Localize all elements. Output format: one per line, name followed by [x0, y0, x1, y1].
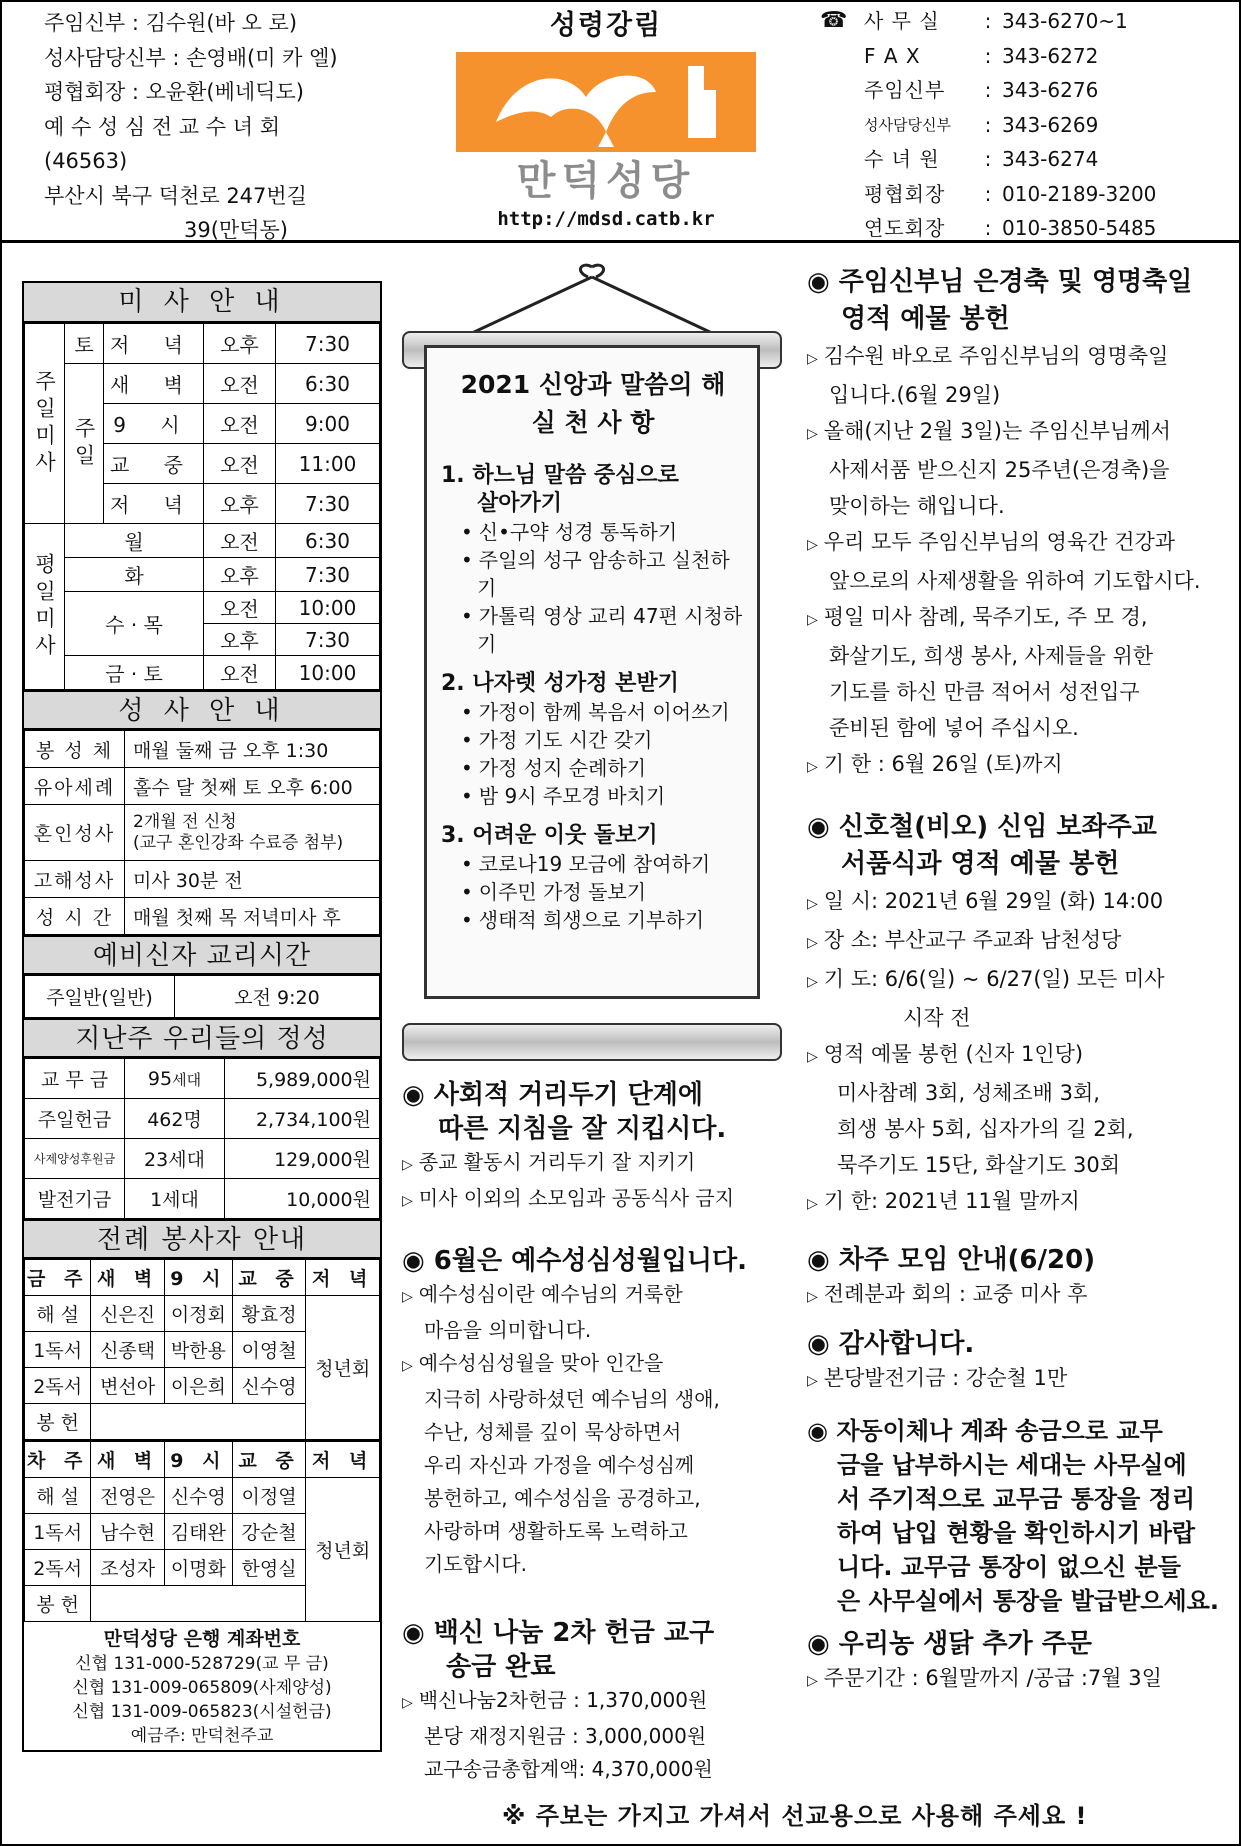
sisters-line: 예 수 성 심 전 교 수 녀 회 [44, 114, 280, 139]
parish-info [44, 6, 414, 248]
weekday-mass-label: 평일미사 [25, 524, 65, 690]
list-item: • 신•구약 성경 통독하기 [441, 518, 745, 546]
logo-text: 만덕성당 [516, 158, 696, 202]
tithe-notice: ◉ 자동이체나 계좌 송금으로 교무 금을 납부하시는 세대는 사무실에 서 주기적으로 교무금 통장을 정리 하여 납입 현황을 확인하시기 바랍 니다. 교무금 통장이 없으신 분들 은 사무실에서 통장을 발급받으세요. [807, 1417, 1219, 1615]
phone-icon: ☎ [820, 8, 848, 33]
practice-heading: 2. 나자렛 성가정 본받기 [441, 671, 679, 696]
distancing-notice: ◉ 사회적 거리두기 단계에 따른 지침을 잘 지킵시다. ▷ 종교 활동시 거리두기 잘 지키기 ▷ 미사 이외의 소모임과 공동식사 금지 [402, 1080, 735, 1210]
footer-note: ※ 주보는 가지고 가셔서 선교용으로 사용해 주세요 ! [502, 1802, 1088, 1830]
list-item: • 생태적 희생으로 기부하기 [441, 906, 745, 934]
bishop-ordination-notice: ◉ 신호철(비오) 신임 보좌주교 서품식과 영적 예물 봉헌 ▷ 일 시: 2021년 6월 29일 (화) 14:00 ▷ 장 소: 부산교구 주교좌 남천성당 ▷ 기 도: 6/6(일) ~ 6/27(일) 모든 미사 시작 전 ▷ 영적 예물 봉헌 (신자 1인당) 미사참례 3회, 성체조배 3회, 희생 봉사 5회, 십자가의 길 2회, 묵주기도 15단, 화살기도 30회 ▷ 기 한: 2021년 11월 말까지 [807, 812, 1165, 1213]
mass-schedule-title: 미 사 안 내 [24, 283, 380, 323]
pastor-line: 주임신부 : 김수원(바 오 로) [44, 11, 298, 35]
practice-list [441, 698, 745, 810]
servers-title: 전례 봉사자 안내 [24, 1219, 380, 1259]
sacrament-table: 봉 성 체 매월 둘째 금 오후 1:30 유아세례 홀수 달 첫째 토 오후 6:00 혼인성사 2개월 전 신청 (교구 혼인강좌 수료증 첨부) 고해성사 미사 30분 전 성 시 간 매월 첫째 목 저녁미사 후 [24, 730, 380, 935]
list-item: • 가정 성지 순례하기 [441, 754, 745, 782]
mass-schedule-table: 주일미사 토 저 녁 오후 7:30 주일 새 벽 오전 6:30 9 시 오전 9:00 교 중 오전 11:00 저 녁 오후 7:30 평일미사 월 오전 6:30 화 오후 7:30 수 · 목 오전 10:00 오후 7:30 금 · 토 오전 10:00 [24, 323, 380, 690]
scroll-paper: 2021 신앙과 말씀의 해 실 천 사 항 1. 하느님 말씀 중심으로 살아가기 • 신•구약 성경 통독하기 • 주일의 성구 암송하고 실천하기 • 가톨릭 영상 교리 47편 시청하기 2. 나자렛 성가정 본받기 • 가정이 함께 복음서 이어쓰기 • 가정 기도 시간 갖기 • 가정 성지 순례하기 • 밤 9시 주모경 바치기 3. 어려운 이웃 돌보기 • 코로나19 모금에 참여하기 • 이주민 가정 돌보기 • 생태적 희생으로 기부하기 [424, 345, 760, 999]
contact-row: 연도회장 : 010-3850-5485 [864, 216, 1157, 240]
postal-code: (46563) [44, 149, 128, 173]
bank-line: 신협 131-009-065823(시설헌금) [72, 1701, 332, 1722]
practice-heading: 3. 어려운 이웃 돌보기 [441, 823, 658, 848]
contact-row: ☎ 사 무 실 : 343-6270~1 [820, 4, 1240, 39]
website-url[interactable]: http://mdsd.catb.kr [497, 208, 715, 230]
contact-row: 성사담당신부 : 343-6269 [864, 112, 1099, 137]
triangle-bullet-icon: ▷ [402, 1358, 413, 1374]
bullet-circle-icon: ◉ [402, 1080, 425, 1110]
bullet-circle-icon: ◉ [807, 1629, 830, 1659]
offering-table: 교 무 금 95세대 5,989,000원 주일헌금 462명 2,734,100원 사제양성후원금 23세대 129,000원 발전기금 1세대 10,000원 [24, 1058, 380, 1219]
account-holder: 예금주: 만덕천주교 [130, 1725, 274, 1746]
scroll-title: 2021 신앙과 말씀의 해 [460, 370, 726, 399]
council-president-line: 평협회장 : 오윤환(베네딕도) [44, 80, 304, 104]
contact-row: 수 녀 원 : 343-6274 [864, 147, 1099, 171]
bullet-circle-icon: ◉ [807, 267, 830, 297]
sacrament-title: 성 사 안 내 [24, 690, 380, 730]
contact-row: 평협회장 : 010-2189-3200 [864, 181, 1157, 206]
practice-list [441, 850, 745, 934]
scroll-bottom-rod [402, 1023, 782, 1061]
thanks-notice: ◉ 감사합니다. ▷ 본당발전기금 : 강순철 1만 [807, 1329, 1068, 1390]
bullet-circle-icon: ◉ [402, 1246, 425, 1276]
sunday-mass-label: 주일미사 [25, 324, 65, 524]
vaccine-offering-notice: ◉ 백신 나눔 2차 헌금 교구 송금 완료 ▷ 백신나눔2차헌금 : 1,370,000원 본당 재정지원금 : 3,000,000원 교구송금총합계액: 4,370,000원 [402, 1618, 715, 1781]
list-item: • 코로나19 모금에 참여하기 [441, 850, 745, 878]
bullet-circle-icon: ◉ [807, 1245, 830, 1275]
servers-this-week-table: 금 주 새 벽 9 시 교 중 저 녁 해 설 신은진 이정회 황효정 청년회 1독서 신종택 박한용 이영철 2독서 변선아 이은희 신수영 봉 헌 [24, 1259, 380, 1440]
chicken-order-notice: ◉ 우리농 생닭 추가 주문 ▷ 주문기간 : 6월말까지 /공급 :7월 3일 [807, 1629, 1162, 1690]
scroll-banner [402, 261, 782, 1061]
list-item: • 이주민 가정 돌보기 [441, 878, 745, 906]
announcements [807, 264, 1227, 1696]
confessor-line: 성사담당신부 : 손영배(미 카 엘) [44, 45, 338, 70]
bullet-circle-icon: ◉ [807, 1329, 830, 1359]
scroll-subtitle: 실 천 사 항 [531, 408, 655, 437]
jubilee-notice: ◉ 주임신부님 은경축 및 영명축일 영적 예물 봉헌 ▷ 김수원 바오로 주임신부님의 영명축일 입니다.(6월 29일) ▷ 올해(지난 2월 3일)는 주임신부님께서 사제서품 받으신지 25주년(은경축)을 맞이하는 해입니다. ▷ 우리 모두 주임신부님의 영육간 건강과 앞으로의 사제생활을 위하여 기도합시다. ▷ 평일 미사 참례, 묵주기도, 주 모 경, 화살기도, 희생 봉사, 사제들을 위한 기도를 하신 만큼 적어서 성전입구 준비된 함에 넣어 주십시오. ▷ 기 한 : 6월 26일 (토)까지 [807, 267, 1201, 776]
info-tables [22, 281, 382, 1752]
bank-accounts [24, 1622, 380, 1750]
bank-title: 만덕성당 은행 계좌번호 [103, 1627, 301, 1650]
list-item: • 가정 기도 시간 갖기 [441, 726, 745, 754]
catechumen-table: 주일반(일반) 오전 9:20 [24, 975, 380, 1018]
scroll-hanger-icon [402, 261, 782, 341]
liturgical-title: 성령강림 [549, 10, 663, 41]
list-item: • 주일의 성구 암송하고 실천하기 [441, 546, 745, 602]
address-line-1: 부산시 북구 덕천로 247번길 [44, 183, 307, 208]
practice-heading: 1. 하느님 말씀 중심으로 [441, 463, 679, 488]
bank-line: 신협 131-009-065809(사제양성) [72, 1677, 332, 1698]
list-item: • 가정이 함께 복음서 이어쓰기 [441, 698, 745, 726]
next-week-meeting-notice: ◉ 차주 모임 안내(6/20) ▷ 전례분과 회의 : 교중 미사 후 [807, 1245, 1096, 1306]
parish-logo [456, 52, 756, 202]
list-item: • 밤 9시 주모경 바치기 [441, 782, 745, 810]
contact-row: F A X : 343-6272 [864, 43, 1099, 68]
list-item: • 가톨릭 영상 교리 47편 시청하기 [441, 602, 745, 658]
contact-list [820, 4, 1240, 246]
contact-row: 주임신부 : 343-6276 [864, 78, 1099, 102]
practice-list [441, 518, 745, 658]
bullet-circle-icon: ◉ [402, 1618, 425, 1648]
triangle-bullet-icon: ▷ [402, 1695, 413, 1711]
offering-title: 지난주 우리들의 정성 [24, 1018, 380, 1058]
address-line-2: 39(만덕동) [184, 218, 288, 242]
bulletin-header [2, 2, 1239, 243]
bullet-circle-icon: ◉ [807, 1417, 828, 1445]
masthead [448, 6, 764, 230]
servers-next-week-table: 차 주 새 벽 9 시 교 중 저 녁 해 설 전영은 신수영 이정열 청년회 1독서 남수현 김태완 강순철 2독서 조성자 이명화 한영실 봉 헌 [24, 1440, 380, 1622]
bank-line: 신협 131-000-528729(교 무 금) [75, 1653, 329, 1674]
triangle-bullet-icon: ▷ [402, 1289, 413, 1305]
triangle-bullet-icon: ▷ [402, 1157, 413, 1173]
sacred-heart-notice: ◉ 6월은 예수성심성월입니다. ▷ 예수성심이란 예수님의 거룩한 마음을 의미합니다. ▷ 예수성심성월을 맞아 인간을 지극히 사랑하셨던 예수님의 생애, 수난, 성체를 깊이 묵상하면서 우리 자신과 가정을 예수성심께 봉헌하고, 예수성심을 공경하고, 사랑하며 생활하도록 노력하고 기도합시다. [402, 1246, 748, 1576]
triangle-bullet-icon: ▷ [402, 1193, 413, 1209]
catechumen-title: 예비신자 교리시간 [24, 935, 380, 975]
bullet-circle-icon: ◉ [807, 812, 830, 842]
